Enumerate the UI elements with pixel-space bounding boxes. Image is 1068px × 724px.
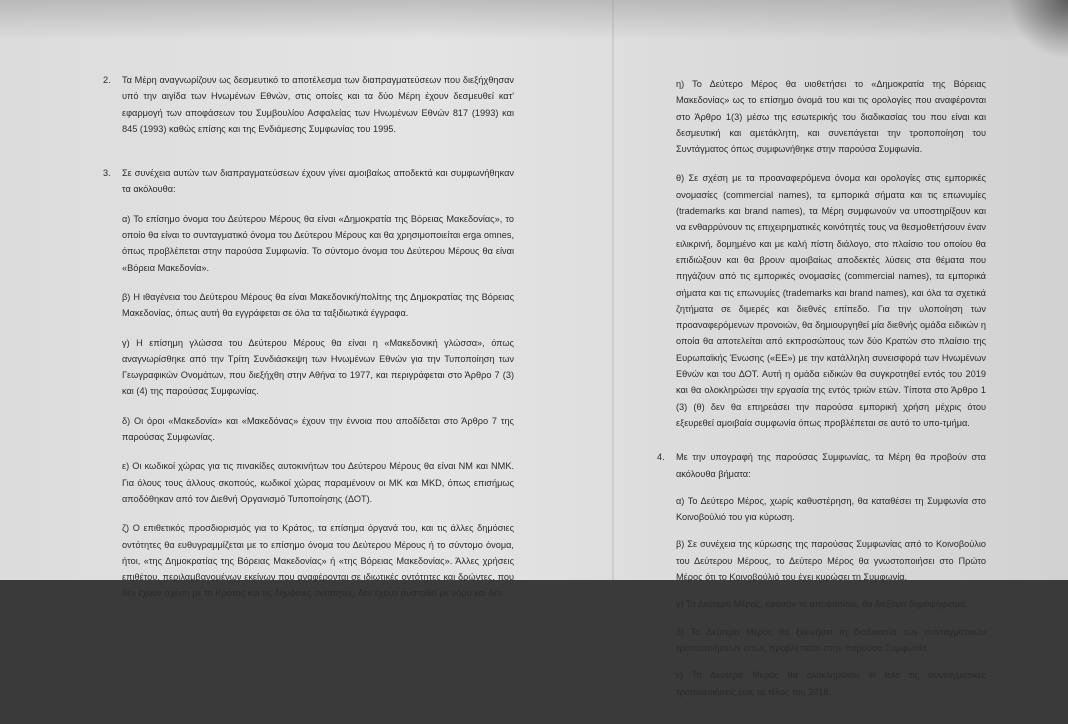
- article-item-2: [103, 72, 514, 137]
- page-corner-shadow: [1008, 0, 1068, 60]
- step-c: γ) Το Δεύτερο Μέρος, εφόσον το αποφασίσει, θα διεξάγει δημοψήφισμα.: [676, 599, 968, 610]
- clause-a: α) Το επίσημο όνομα του Δεύτερου Μέρους θα είναι «Δημοκρατία της Βόρειας Μακεδονίας», το οποίο θα είναι το συνταγματικό όνομα του Δεύτερου Μέρους και θα χρησιμοποιείται erga omnes, όπως προβλέπεται στην παρούσα Συμφωνία. Το σύντομο όνομα του Δεύτερου Μέρους θα είναι «Βόρεια Μακεδονία».: [122, 213, 514, 273]
- right-column: [657, 76, 986, 724]
- article-item-3: [103, 165, 514, 602]
- page-shadow: [0, 0, 1068, 40]
- item-text: Τα Μέρη αναγνωρίζουν ως δεσμευτικό το αποτέλεσμα των διαπραγματεύσεων που διεξήχθησαν υπό την αιγίδα των Ηνωμένων Εθνών, στις οποίες και τα δύο Μέρη έχουν δεσμευθεί κατ' εφαρμογή των αποφάσεων του Συμβουλίου Ασφαλείας των Ηνωμένων Εθνών 817 (1993) και 845 (1993) καθώς επίσης και της Ενδιάμεσης Συμφωνίας του 1995.: [122, 75, 514, 134]
- clause-z: ζ) Ο επιθετικός προσδιορισμός για το Κράτος, τα επίσημα όργανά του, και τις άλλες δημόσιες οντότητες θα ευθυγραμμίζεται με το επίσημο όνομα του Δεύτερου Μέρους ή το σύντομο όνομα, ήτοι, «της Δημοκρατίας της Βόρειας Μακεδονίας» ή «της Βόρειας Μακεδονίας». Άλλες χρήσεις επιθέτου, περιλαμβανομένων εκείνων που αναφέρονται σε ιδιωτικές οντότητες και δρώντες, που δεν έχουν σχέση με το Κράτος και τις δημόσιες οντότητες, δεν έχουν συσταθεί με νόμο και δεν: [122, 523, 514, 599]
- item-number: 2.: [103, 75, 111, 85]
- item-intro: Με την υπογραφή της παρούσας Συμφωνίας, τα Μέρη θα προβούν στα ακόλουθα βήματα:: [676, 452, 986, 479]
- clause-h: η) Το Δεύτερο Μέρος θα υιοθετήσει το «Δημοκρατία της Βόρειας Μακεδονίας» ως το επίσημο όνομά του και τις ορολογίες που αναφέρονται στο Άρθρο 1(3) μέσω της εσωτερικής του διαδικασίας του που είναι και δεσμευτική και αμετάκλητη, και συνεπάγεται την τροποποίηση του Συντάγματος όπως συμφωνήθηκε στην παρούσα Συμφωνία.: [676, 79, 986, 155]
- step-d: δ) Το Δεύτερο Μέρος θα ξεκινήσει τη διαδικασία των συνταγματικών τροποποιήσεων όπως προβλέπεται στην παρούσα Συμφωνία.: [676, 626, 986, 653]
- clause-c: γ) Η επίσημη γλώσσα του Δεύτερου Μέρους θα είναι η «Μακεδονική γλώσσα», όπως αναγνωρίσθηκε από την Τρίτη Συνδιάσκεψη των Ηνωμένων Εθνών για την Τυποποίηση των Γεωγραφικών Ονομάτων, που διεξήχθη στην Αθήνα το 1977, και περιγράφεται στο Άρθρο 7 (3) και (4) της παρούσας Συμφωνίας.: [122, 337, 514, 397]
- left-column: [103, 72, 514, 626]
- item-intro: Σε συνέχεια αυτών των διαπραγματεύσεων έχουν γίνει αμοιβαίως αποδεκτά και συμφωνήθηκαν τα ακόλουθα:: [122, 168, 514, 195]
- step-b: β) Σε συνέχεια της κύρωσης της παρούσας Συμφωνίας από το Κοινοβούλιο του Δεύτερου Μέρους, το Δεύτερο Μέρος θα γνωστοποιήσει στο Πρώτο Μέρος ότι το Κοινοβούλιό του έχει κυρώσει τη Συμφωνία.: [676, 539, 986, 583]
- step-e: ε) Το Δεύτερο Μέρος θα ολοκληρώσει in toto τις συνταγματικές τροποποιήσεις έως το τέλος του 2018.: [676, 670, 986, 697]
- clause-b: β) Η ιθαγένεια του Δεύτερου Μέρους θα είναι Μακεδονική/πολίτης της Δημοκρατίας της Βόρειας Μακεδονίας, όπως αυτή θα εγγράφεται σε όλα τα ταξιδιωτικά έγγραφα.: [122, 291, 514, 319]
- page-fold: [612, 0, 614, 580]
- item-number: 4.: [657, 452, 665, 463]
- clause-th: θ) Σε σχέση με τα προαναφερόμενα όνομα και ορολογίες στις εμπορικές ονομασίες (commercial names), τα εμπορικά σήματα και τις επωνυμίες (trademarks και brand names), τα Μέρη συμφωνούν να υποστηρίξουν και να ενθαρρύνουν τις επιχειρηματικές κοινότητές τους να θεσμοθετήσουν έναν ειλικρινή, δομημένο και με καλή πίστη διάλογο, στο πλαίσιο του οποίου θα επιδιώξουν και θα βρουν αμοιβαίως αποδεκτές λύσεις στα θέματα που πηγάζουν από τις εμπορικές ονομασίες (commercial names), τα εμπορικά σήματα και τις επωνυμίες (trademarks και brand names), και όλα τα σχετικά ζητήματα σε διμερές και διεθνές επίπεδο. Για την υλοποίηση των προαναφερόμενων προνοιών, θα δημιουργηθεί μία διεθνής ομάδα ειδικών η οποία θα αποτελείται από εκπροσώπους των δύο Κρατών στο πλαίσιο της Ευρωπαϊκής Ένωσης («ΕΕ») με την κατάλληλη συνεισφορά των Ηνωμένων Εθνών και του ΔΟΤ. Αυτή η ομάδα ειδικών θα συγκροτηθεί εντός του 2019 και θα ολοκληρώσει την εργασία της εντός τριών ετών. Τίποτα στο Άρθρο 1 (3) (θ) δεν θα επηρεάσει την παρούσα εμπορική χρήση μέχρις ότου εξευρεθεί αμοιβαία συμφωνία όπως προβλέπεται σε αυτό το υπο-τμήμα.: [676, 173, 986, 428]
- item-number: 3.: [103, 168, 111, 179]
- step-a: α) Το Δεύτερο Μέρος, χωρίς καθυστέρηση, θα καταθέσει τη Συμφωνία στο Κοινοβούλιό του για κύρωση.: [676, 495, 986, 523]
- clause-d: δ) Οι όροι «Μακεδονία» και «Μακεδόνας» έχουν την έννοια που αποδίδεται στο Άρθρο 7 της παρούσας Συμφωνίας.: [122, 415, 514, 443]
- clause-e: ε) Οι κωδικοί χώρας για τις πινακίδες αυτοκινήτων του Δεύτερου Μέρους θα είναι NM και NMK. Για όλους τους άλλους σκοπούς, κωδικοί χώρας παραμένουν οι MK και MKD, όπως επισήμως αποδόθηκαν από τον Διεθνή Οργανισμό Τυποποίησης (ΔΟΤ).: [122, 461, 514, 504]
- article-item-4: [657, 449, 986, 700]
